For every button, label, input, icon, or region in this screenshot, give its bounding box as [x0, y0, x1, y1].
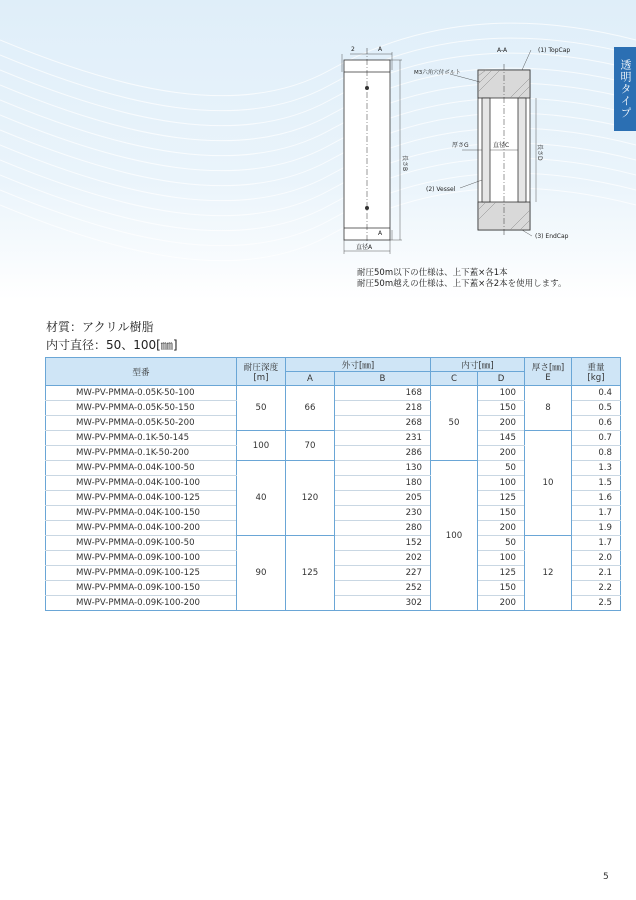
dim-2-label: 2	[351, 46, 355, 53]
diameter-a-label: 直径A	[356, 244, 373, 251]
header-d: D	[478, 372, 525, 386]
cell-b: 180	[335, 476, 431, 491]
cell-model: MW-PV-PMMA-0.09K-100-125	[46, 566, 237, 581]
cell-model: MW-PV-PMMA-0.1K-50-200	[46, 446, 237, 461]
cell-b: 231	[335, 431, 431, 446]
cell-d: 125	[478, 491, 525, 506]
cell-b: 286	[335, 446, 431, 461]
header-model: 型番	[46, 358, 237, 386]
cell-d: 150	[478, 401, 525, 416]
cell-model: MW-PV-PMMA-0.09K-100-200	[46, 596, 237, 611]
cell-model: MW-PV-PMMA-0.04K-100-50	[46, 461, 237, 476]
cell-c: 50	[431, 386, 478, 461]
cell-a: 125	[286, 536, 335, 611]
cell-e: 10	[525, 431, 572, 536]
material-info	[46, 318, 178, 354]
cell-d: 200	[478, 596, 525, 611]
note-line-1: 耐圧50m以下の仕様は、上下蓋×各1本	[357, 268, 508, 278]
cell-model: MW-PV-PMMA-0.04K-100-125	[46, 491, 237, 506]
cell-b: 302	[335, 596, 431, 611]
table-row	[46, 431, 621, 446]
note-line-2: 耐圧50m越えの仕様は、上下蓋×各2本を使用します。	[357, 279, 567, 289]
header-outer: 外寸[㎜]	[286, 358, 431, 372]
cell-b: 252	[335, 581, 431, 596]
cell-b: 227	[335, 566, 431, 581]
cell-b: 152	[335, 536, 431, 551]
cell-model: MW-PV-PMMA-0.05K-50-200	[46, 416, 237, 431]
material-line: 材質：アクリル樹脂	[46, 320, 154, 334]
cell-a: 120	[286, 461, 335, 536]
header-b: B	[335, 372, 431, 386]
cell-model: MW-PV-PMMA-0.04K-100-200	[46, 521, 237, 536]
page-number: 5	[603, 872, 609, 882]
cell-b: 202	[335, 551, 431, 566]
cell-e: 12	[525, 536, 572, 611]
cell-weight: 1.5	[572, 476, 621, 491]
cell-d: 100	[478, 476, 525, 491]
cell-b: 268	[335, 416, 431, 431]
cell-d: 200	[478, 416, 525, 431]
cell-d: 100	[478, 386, 525, 401]
cell-b: 130	[335, 461, 431, 476]
spec-table	[45, 357, 621, 611]
cell-model: MW-PV-PMMA-0.09K-100-50	[46, 536, 237, 551]
cell-b: 230	[335, 506, 431, 521]
cell-b: 280	[335, 521, 431, 536]
header-thickness: 厚さ[㎜] E	[525, 358, 572, 386]
cell-d: 50	[478, 461, 525, 476]
cell-c: 100	[431, 461, 478, 611]
section-a-top-label: A	[378, 46, 383, 53]
notes	[357, 268, 566, 290]
cell-d: 50	[478, 536, 525, 551]
cell-weight: 0.5	[572, 401, 621, 416]
length-b-label: 長さB	[401, 155, 408, 172]
header-pressure: 耐圧深度 [m]	[237, 358, 286, 386]
inner-diameter-line: 内寸直径：50、100[㎜]	[46, 338, 178, 352]
cell-weight: 1.7	[572, 506, 621, 521]
cell-d: 150	[478, 506, 525, 521]
cell-weight: 0.7	[572, 431, 621, 446]
cell-a: 66	[286, 386, 335, 431]
header-a: A	[286, 372, 335, 386]
cell-model: MW-PV-PMMA-0.09K-100-100	[46, 551, 237, 566]
category-tab[interactable]	[614, 47, 636, 131]
header-inner: 内寸[㎜]	[431, 358, 525, 372]
cell-b: 168	[335, 386, 431, 401]
category-tab-label: 透明タイプ	[619, 59, 632, 119]
cell-weight: 2.0	[572, 551, 621, 566]
technical-drawing	[310, 40, 600, 255]
endcap-label: (3) EndCap	[535, 233, 569, 240]
cell-weight: 1.6	[572, 491, 621, 506]
cell-e: 8	[525, 386, 572, 431]
cell-a: 70	[286, 431, 335, 461]
vessel-label: (2) Vessel	[426, 186, 456, 193]
cell-d: 100	[478, 551, 525, 566]
cell-weight: 2.1	[572, 566, 621, 581]
cell-d: 200	[478, 446, 525, 461]
cell-model: MW-PV-PMMA-0.04K-100-100	[46, 476, 237, 491]
cell-model: MW-PV-PMMA-0.05K-50-100	[46, 386, 237, 401]
cell-b: 205	[335, 491, 431, 506]
topcap-label: (1) TopCap	[538, 47, 571, 54]
diameter-c-label: 直径C	[493, 142, 510, 149]
cell-d: 145	[478, 431, 525, 446]
cell-model: MW-PV-PMMA-0.1K-50-145	[46, 431, 237, 446]
cell-weight: 1.7	[572, 536, 621, 551]
cell-weight: 1.9	[572, 521, 621, 536]
length-d-label: 長さD	[536, 144, 543, 161]
cell-d: 150	[478, 581, 525, 596]
table-row	[46, 386, 621, 401]
cell-pressure: 90	[237, 536, 286, 611]
cell-pressure: 100	[237, 431, 286, 461]
table-row	[46, 536, 621, 551]
cell-d: 200	[478, 521, 525, 536]
section-a-bottom-label: A	[378, 230, 383, 237]
bolt-label: M3六角穴付ボルト	[414, 70, 461, 76]
cell-b: 218	[335, 401, 431, 416]
cell-pressure: 50	[237, 386, 286, 431]
cell-weight: 0.8	[572, 446, 621, 461]
section-title: A-A	[497, 47, 508, 54]
cell-weight: 2.2	[572, 581, 621, 596]
cell-weight: 2.5	[572, 596, 621, 611]
cell-pressure: 40	[237, 461, 286, 536]
cell-d: 125	[478, 566, 525, 581]
cell-model: MW-PV-PMMA-0.05K-50-150	[46, 401, 237, 416]
cell-weight: 0.6	[572, 416, 621, 431]
cell-weight: 1.3	[572, 461, 621, 476]
thickness-g-label: 厚さG	[452, 142, 469, 149]
header-weight: 重量 [kg]	[572, 358, 621, 386]
cell-model: MW-PV-PMMA-0.04K-100-150	[46, 506, 237, 521]
cell-model: MW-PV-PMMA-0.09K-100-150	[46, 581, 237, 596]
cell-weight: 0.4	[572, 386, 621, 401]
header-c: C	[431, 372, 478, 386]
